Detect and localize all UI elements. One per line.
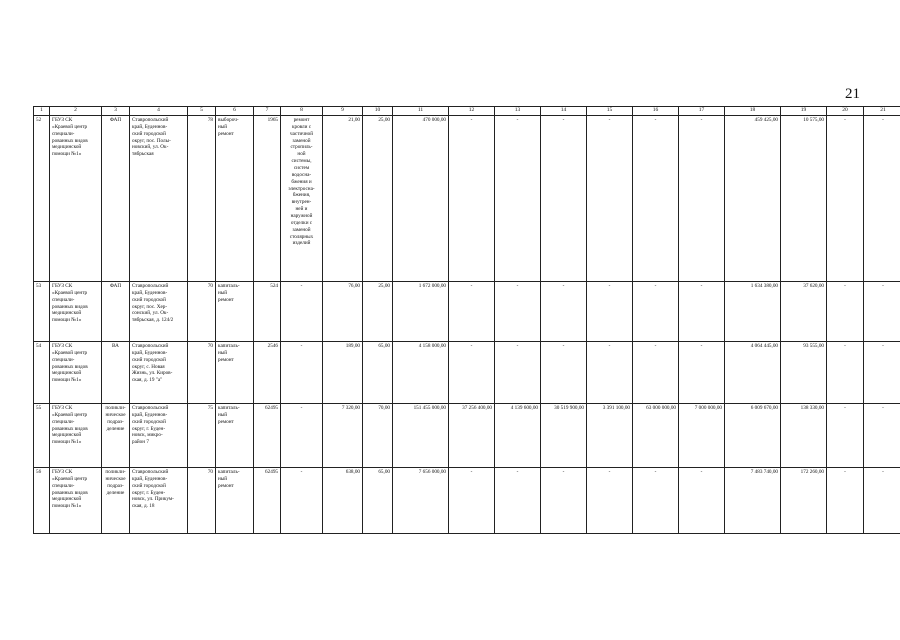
column-number: 9 bbox=[323, 107, 363, 116]
amount-cell: - bbox=[541, 116, 587, 282]
value-cell: 638,00 bbox=[323, 468, 363, 534]
amount-cell: 7 483 740,00 bbox=[725, 468, 781, 534]
facility-type-cell: ВА bbox=[102, 342, 130, 404]
row-number: 52 bbox=[34, 116, 50, 282]
wear-cell: 70 bbox=[188, 468, 216, 534]
address-cell: Ставропольский край, Буденнов- ский городской округ, пос. Полы- новский, ул. Ок- тябрьская bbox=[130, 116, 188, 282]
amount-cell: - bbox=[495, 468, 541, 534]
repair-type-cell: капиталь- ный ремонт bbox=[216, 342, 254, 404]
amount-cell: - bbox=[587, 282, 633, 342]
amount-cell: 93 555,00 bbox=[781, 342, 827, 404]
amount-cell: - bbox=[864, 342, 900, 404]
amount-cell: - bbox=[827, 282, 864, 342]
register-table bbox=[33, 106, 900, 534]
address-cell: Ставропольский край, Буденнов- ский городской округ, с. Новая Жизнь, ул. Киров- ская, д. 19 "а" bbox=[130, 342, 188, 404]
amount-cell: 63 000 000,00 bbox=[633, 404, 679, 468]
amount-cell: - bbox=[864, 116, 900, 282]
amount-cell: 4 158 000,00 bbox=[393, 342, 449, 404]
table-row bbox=[34, 468, 900, 534]
amount-cell: 3 391 100,00 bbox=[587, 404, 633, 468]
amount-cell: 459 425,00 bbox=[725, 116, 781, 282]
amount-cell: - bbox=[864, 282, 900, 342]
table-row bbox=[34, 282, 900, 342]
amount-cell: - bbox=[679, 116, 725, 282]
amount-cell: - bbox=[633, 116, 679, 282]
amount-cell: - bbox=[827, 468, 864, 534]
works-description-cell: - bbox=[281, 342, 323, 404]
table-row bbox=[34, 404, 900, 468]
amount-cell: - bbox=[541, 342, 587, 404]
value-cell: 2546 bbox=[254, 342, 281, 404]
amount-cell: 1 672 000,00 bbox=[393, 282, 449, 342]
works-description-cell: - bbox=[281, 468, 323, 534]
amount-cell: - bbox=[541, 468, 587, 534]
column-number: 10 bbox=[363, 107, 393, 116]
column-number: 7 bbox=[254, 107, 281, 116]
column-number: 20 bbox=[827, 107, 864, 116]
amount-cell: 151 455 000,00 bbox=[393, 404, 449, 468]
wear-cell: 75 bbox=[188, 404, 216, 468]
wear-cell: 70 bbox=[188, 282, 216, 342]
repair-type-cell: выбороч- ный ремонт bbox=[216, 116, 254, 282]
facility-type-cell: ФАП bbox=[102, 116, 130, 282]
repair-type-cell: капиталь- ный ремонт bbox=[216, 404, 254, 468]
institution-cell: ГБУЗ СК «Краевой центр специали- рованных видов медицинской помощи №1» bbox=[50, 282, 102, 342]
institution-cell: ГБУЗ СК «Краевой центр специали- рованных видов медицинской помощи №1» bbox=[50, 116, 102, 282]
institution-cell: ГБУЗ СК «Краевой центр специали- рованных видов медицинской помощи №1» bbox=[50, 404, 102, 468]
amount-cell: - bbox=[449, 468, 495, 534]
column-number: 15 bbox=[587, 107, 633, 116]
amount-cell: 4 139 600,00 bbox=[495, 404, 541, 468]
row-number: 56 bbox=[34, 468, 50, 534]
amount-cell: - bbox=[449, 342, 495, 404]
wear-cell: 70 bbox=[188, 342, 216, 404]
column-number: 6 bbox=[216, 107, 254, 116]
amount-cell: - bbox=[541, 282, 587, 342]
amount-cell: - bbox=[827, 342, 864, 404]
amount-cell: 7 000 000,00 bbox=[679, 404, 725, 468]
column-number: 13 bbox=[495, 107, 541, 116]
amount-cell: 6 009 670,00 bbox=[725, 404, 781, 468]
repair-type-cell: капиталь- ный ремонт bbox=[216, 282, 254, 342]
column-number: 16 bbox=[633, 107, 679, 116]
amount-cell: - bbox=[633, 468, 679, 534]
table-row bbox=[34, 342, 900, 404]
amount-cell: 4 064 445,00 bbox=[725, 342, 781, 404]
value-cell: 62495 bbox=[254, 404, 281, 468]
facility-type-cell: поликли- ническое подраз- деление bbox=[102, 404, 130, 468]
column-number: 12 bbox=[449, 107, 495, 116]
amount-cell: 172 260,00 bbox=[781, 468, 827, 534]
amount-cell: - bbox=[679, 342, 725, 404]
column-number: 14 bbox=[541, 107, 587, 116]
amount-cell: 10 575,00 bbox=[781, 116, 827, 282]
amount-cell: - bbox=[827, 404, 864, 468]
amount-cell: - bbox=[495, 282, 541, 342]
amount-cell: 30 519 900,00 bbox=[541, 404, 587, 468]
amount-cell: 1 634 380,00 bbox=[725, 282, 781, 342]
value-cell: 524 bbox=[254, 282, 281, 342]
address-cell: Ставропольский край, Буденнов- ский городской округ, г. Буден- новск, ул. Прикум- ская, д. 18 bbox=[130, 468, 188, 534]
value-cell: 65,00 bbox=[363, 342, 393, 404]
column-number: 1 bbox=[34, 107, 50, 116]
works-description-cell: ремонт кровли с частичной заменой стропиль- ной системы, систем водосна- бжения и электросна- бжения, внутрен- ней и наружной отделки с заменой столярных изделий bbox=[281, 116, 323, 282]
amount-cell: - bbox=[449, 116, 495, 282]
value-cell: 65,00 bbox=[363, 468, 393, 534]
amount-cell: 37 620,00 bbox=[781, 282, 827, 342]
row-number: 54 bbox=[34, 342, 50, 404]
value-cell: 70,00 bbox=[363, 404, 393, 468]
column-number: 19 bbox=[781, 107, 827, 116]
facility-type-cell: поликли- ническое подраз- деление bbox=[102, 468, 130, 534]
amount-cell: - bbox=[449, 282, 495, 342]
value-cell: 76,00 bbox=[323, 282, 363, 342]
institution-cell: ГБУЗ СК «Краевой центр специали- рованных видов медицинской помощи №1» bbox=[50, 342, 102, 404]
column-number: 8 bbox=[281, 107, 323, 116]
value-cell: 7 320,00 bbox=[323, 404, 363, 468]
repair-type-cell: капиталь- ный ремонт bbox=[216, 468, 254, 534]
row-number: 55 bbox=[34, 404, 50, 468]
column-number: 11 bbox=[393, 107, 449, 116]
value-cell: 62495 bbox=[254, 468, 281, 534]
value-cell: 1965 bbox=[254, 116, 281, 282]
amount-cell: 138 330,00 bbox=[781, 404, 827, 468]
page-number: 21 bbox=[845, 86, 860, 102]
works-description-cell: - bbox=[281, 404, 323, 468]
column-number-row bbox=[34, 107, 900, 116]
wear-cell: 78 bbox=[188, 116, 216, 282]
amount-cell: - bbox=[827, 116, 864, 282]
institution-cell: ГБУЗ СК «Краевой центр специали- рованных видов медицинской помощи №1» bbox=[50, 468, 102, 534]
amount-cell: - bbox=[587, 342, 633, 404]
amount-cell: - bbox=[587, 116, 633, 282]
column-number: 17 bbox=[679, 107, 725, 116]
amount-cell: - bbox=[864, 404, 900, 468]
value-cell: 21,00 bbox=[323, 116, 363, 282]
facility-type-cell: ФАП bbox=[102, 282, 130, 342]
column-number: 2 bbox=[50, 107, 102, 116]
column-number: 21 bbox=[864, 107, 900, 116]
amount-cell: 7 656 000,00 bbox=[393, 468, 449, 534]
table-row bbox=[34, 116, 900, 282]
amount-cell: - bbox=[587, 468, 633, 534]
amount-cell: - bbox=[633, 282, 679, 342]
amount-cell: 37 256 400,00 bbox=[449, 404, 495, 468]
amount-cell: - bbox=[495, 342, 541, 404]
works-description-cell: - bbox=[281, 282, 323, 342]
amount-cell: - bbox=[679, 468, 725, 534]
amount-cell: - bbox=[679, 282, 725, 342]
amount-cell: - bbox=[633, 342, 679, 404]
amount-cell: - bbox=[864, 468, 900, 534]
row-number: 53 bbox=[34, 282, 50, 342]
amount-cell: - bbox=[495, 116, 541, 282]
value-cell: 25,00 bbox=[363, 116, 393, 282]
column-number: 4 bbox=[130, 107, 188, 116]
column-number: 5 bbox=[188, 107, 216, 116]
value-cell: 25,00 bbox=[363, 282, 393, 342]
address-cell: Ставропольский край, Буденнов- ский городской округ, г. Буден- новск, микро- район 7 bbox=[130, 404, 188, 468]
address-cell: Ставропольский край, Буденнов- ский городской округ, пос. Хер- сонский, ул. Ок- тябрьская, д. 124/2 bbox=[130, 282, 188, 342]
value-cell: 189,00 bbox=[323, 342, 363, 404]
column-number: 3 bbox=[102, 107, 130, 116]
amount-cell: 470 000,00 bbox=[393, 116, 449, 282]
column-number: 18 bbox=[725, 107, 781, 116]
